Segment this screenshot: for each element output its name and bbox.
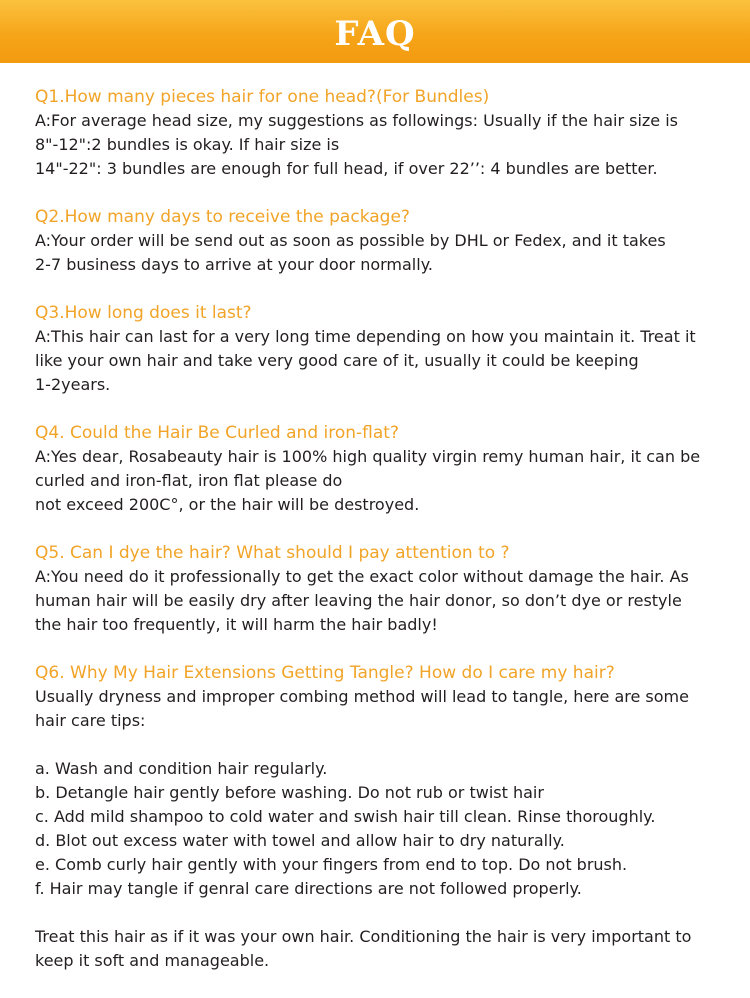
page-title: FAQ (334, 14, 416, 54)
faq-answer (35, 565, 735, 637)
blank-line (35, 733, 735, 757)
faq-item-q2 (35, 205, 735, 277)
care-tip: b. Detangle hair gently before washing. Do not rub or twist hair (35, 783, 544, 802)
faq-question: Q1.How many pieces hair for one head?(For Bundles) (35, 87, 490, 107)
faq-question: Q4. Could the Hair Be Curled and iron-flat? (35, 423, 399, 443)
answer-line: 1-2years. (35, 375, 111, 394)
answer-line: A:For average head size, my suggestions as followings: Usually if the hair size is (35, 111, 678, 130)
answer-line: not exceed 200C°, or the hair will be destroyed. (35, 495, 420, 514)
faq-answer (35, 445, 735, 517)
answer-line: the hair too frequently, it will harm the hair badly! (35, 615, 438, 634)
answer-line: human hair will be easily dry after leaving the hair donor, so don’t dye or restyle (35, 591, 682, 610)
faq-item-q5 (35, 541, 735, 637)
blank-line (35, 901, 735, 925)
answer-line: like your own hair and take very good care of it, usually it could be keeping (35, 351, 639, 370)
closing-line: keep it soft and manageable. (35, 951, 270, 970)
answer-line: A:Your order will be send out as soon as possible by DHL or Fedex, and it takes (35, 231, 666, 250)
faq-question: Q5. Can I dye the hair? What should I pay attention to ? (35, 543, 510, 563)
faq-question: Q2.How many days to receive the package? (35, 207, 410, 227)
answer-line: A:You need do it professionally to get the exact color without damage the hair. As (35, 567, 689, 586)
faq-item-q6 (35, 661, 735, 973)
care-tip: d. Blot out excess water with towel and allow hair to dry naturally. (35, 831, 565, 850)
faq-item-q3 (35, 301, 735, 397)
faq-list (35, 85, 735, 997)
faq-answer (35, 109, 735, 181)
closing-line: Treat this hair as if it was your own hair. Conditioning the hair is very important to (35, 927, 692, 946)
answer-line: Usually dryness and improper combing method will lead to tangle, here are some (35, 687, 689, 706)
answer-line: A:Yes dear, Rosabeauty hair is 100% high quality virgin remy human hair, it can be (35, 447, 701, 466)
care-tip: f. Hair may tangle if genral care directions are not followed properly. (35, 879, 582, 898)
faq-answer (35, 685, 735, 973)
faq-item-q1 (35, 85, 735, 181)
care-tip: a. Wash and condition hair regularly. (35, 759, 328, 778)
care-tip: e. Comb curly hair gently with your fingers from end to top. Do not brush. (35, 855, 628, 874)
faq-answer (35, 325, 735, 397)
faq-item-q4 (35, 421, 735, 517)
answer-line: A:This hair can last for a very long time depending on how you maintain it. Treat it (35, 327, 696, 346)
answer-line: 8"-12":2 bundles is okay. If hair size is (35, 135, 340, 154)
answer-line: curled and iron-flat, iron flat please do (35, 471, 343, 490)
faq-answer (35, 229, 735, 277)
care-tip: c. Add mild shampoo to cold water and swish hair till clean. Rinse thoroughly. (35, 807, 656, 826)
answer-line: hair care tips: (35, 711, 146, 730)
faq-question: Q3.How long does it last? (35, 303, 252, 323)
answer-line: 2-7 business days to arrive at your door normally. (35, 255, 433, 274)
faq-question: Q6. Why My Hair Extensions Getting Tangle? How do I care my hair? (35, 663, 615, 683)
answer-line: 14"-22": 3 bundles are enough for full head, if over 22’’: 4 bundles are better. (35, 159, 658, 178)
